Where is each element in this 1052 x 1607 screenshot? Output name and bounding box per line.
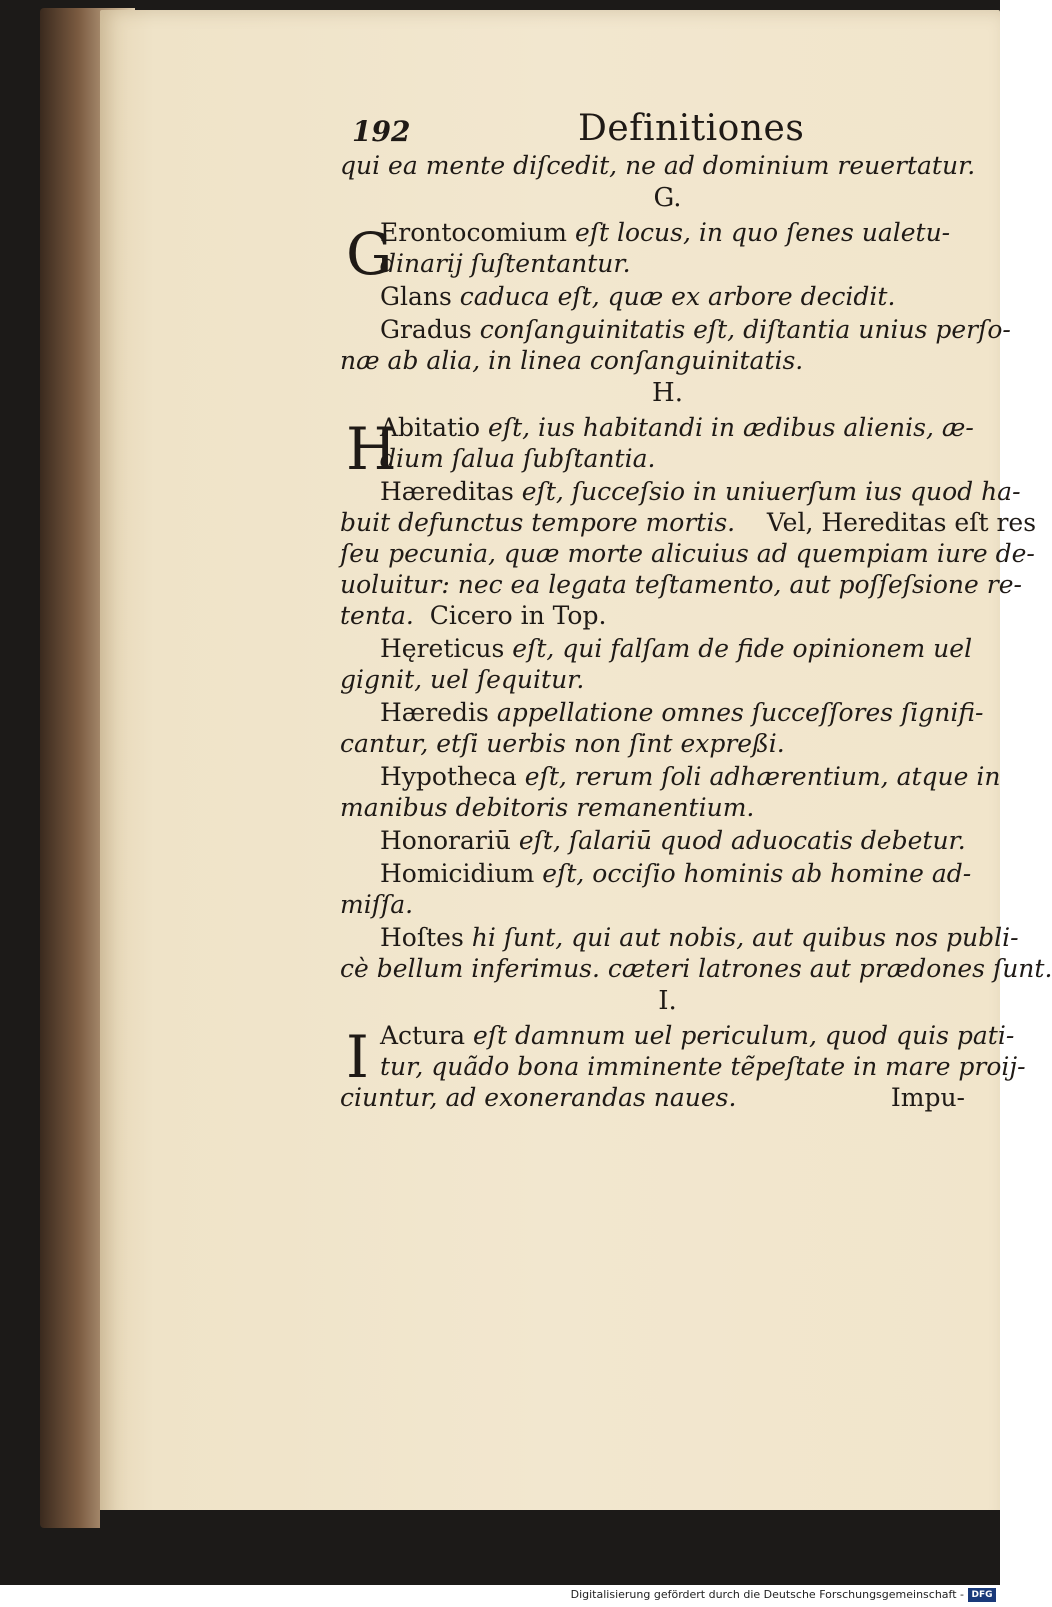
entry-haeredis	[340, 697, 984, 759]
definition-text: eſt damnum uel periculum, quod quis pati-	[465, 1021, 1015, 1050]
entry-line	[340, 217, 965, 248]
definition-text: eſt locus, in quo ſenes ualetu-	[567, 218, 951, 247]
entry-line: ſeu pecunia, quæ morte alicuius ad quempiam iure de-	[340, 539, 1035, 568]
footer-credit: Digitalisierung gefördert durch die Deutsche Forschungsgemeinschaft -	[570, 1588, 964, 1601]
entry-line	[340, 1020, 1015, 1051]
entry-homicidium	[340, 858, 972, 920]
entry-line	[340, 412, 974, 443]
dropcap-i: I	[346, 1023, 369, 1091]
definition-text: tenta.	[340, 601, 414, 630]
definition-text: eſt, occiſio hominis ab homine ad-	[534, 859, 972, 888]
entry-gradus	[340, 314, 1011, 376]
running-head	[340, 100, 965, 150]
page-text-block	[340, 100, 1052, 1113]
citation: Cicero in Top.	[429, 601, 607, 630]
dfg-logo: DFG	[968, 1588, 996, 1602]
definition-text: conſanguinitatis eſt, diſtantia unius perſo-	[471, 315, 1011, 344]
entry-line: næ ab alia, in linea conſanguinitatis.	[340, 346, 804, 375]
entry-line: dinarij ſuſtentantur.	[380, 249, 631, 278]
entry-haereditas	[340, 476, 1037, 631]
entry-gerontocomium	[340, 217, 965, 288]
entry-habitatio	[340, 412, 974, 483]
entry-line	[340, 633, 973, 664]
entry-line: tur, quãdo bona imminente tẽpeſtate in mare proij-	[380, 1052, 1026, 1081]
page-number: 192	[352, 115, 411, 148]
entry-line	[340, 600, 965, 631]
entry-iactura	[340, 1020, 1026, 1113]
entry-line	[340, 697, 984, 728]
entry-line: cè bellum inferimus. cæteri latrones aut prædones ſunt.	[340, 954, 1052, 983]
letter-heading-h: H.	[652, 378, 683, 408]
headword: Hæreditas	[380, 477, 514, 506]
entry-line: cantur, etſi uerbis non ſint expreßi.	[340, 729, 785, 758]
definition-text: eſt, ius habitandi in ædibus alienis, æ-	[480, 413, 974, 442]
entry-line: miſſa.	[340, 890, 414, 919]
definition-text: eſt, rerum ſoli adhærentium, atque in	[516, 762, 1001, 791]
entry-line	[340, 761, 1001, 792]
definition-text: hi ſunt, qui aut nobis, aut quibus nos publi-	[463, 923, 1019, 952]
definition-text: ciuntur, ad exonerandas naues.	[340, 1083, 737, 1112]
definition-text: caduca eſt, quæ ex arbore decidit.	[451, 282, 896, 311]
headword: Erontocomium	[380, 218, 568, 247]
entry-line	[340, 281, 965, 312]
headword: Hoſtes	[380, 923, 464, 952]
entry-line: dium ſalua ſubſtantia.	[380, 444, 656, 473]
entry-honorarium	[340, 825, 965, 856]
definition-text: appellatione omnes ſucceſſores ſignifi-	[488, 698, 984, 727]
dropcap-h: H	[346, 415, 397, 483]
headword: Gradus	[380, 315, 472, 344]
digitization-footer	[0, 1585, 1000, 1607]
entry-line	[340, 825, 965, 856]
entry-line	[340, 922, 1019, 953]
headword: Hypotheca	[380, 762, 517, 791]
scan-bottom-margin	[100, 1510, 1000, 1540]
letter-heading-g: G.	[653, 183, 682, 213]
entry-line: manibus debitoris remanentium.	[340, 793, 755, 822]
entry-haereticus	[340, 633, 973, 695]
entry-hostes	[340, 922, 1052, 984]
entry-line	[340, 507, 1037, 538]
definition-text-roman: Vel, Hereditas eſt res	[766, 508, 1037, 537]
entry-line: uoluitur: nec ea legata teſtamento, aut poſſeſsione re-	[340, 570, 1022, 599]
definition-text: eſt, qui falſam de fide opinionem uel	[504, 634, 973, 663]
headword: Actura	[380, 1021, 466, 1050]
headword: Hæredis	[380, 698, 489, 727]
page-title: Definitiones	[578, 108, 805, 149]
entry-line	[340, 1082, 965, 1113]
entry-hypotheca	[340, 761, 1001, 823]
definition-text: eſt, ſucceſsio in uniuerſum ius quod ha-	[513, 477, 1021, 506]
entry-line	[340, 476, 1021, 507]
headword: Glans	[380, 282, 452, 311]
entry-glans	[340, 281, 965, 312]
headword: Abitatio	[380, 413, 481, 442]
entry-line: gignit, uel ſequitur.	[340, 665, 585, 694]
headword: Honorariū	[380, 826, 511, 855]
definition-text: buit defunctus tempore mortis.	[340, 508, 736, 537]
headword: Hęreticus	[380, 634, 505, 663]
catchword: Impu-	[890, 1083, 965, 1112]
headword: Homicidium	[380, 859, 535, 888]
letter-heading-i: I.	[658, 986, 677, 1016]
dropcap-g: G	[346, 220, 393, 288]
entry-line	[340, 314, 1011, 345]
continuation-line: qui ea mente diſcedit, ne ad dominium reuertatur.	[340, 151, 976, 180]
entry-line	[340, 858, 972, 889]
definition-text: eſt, ſalariū quod aduocatis debetur.	[510, 826, 966, 855]
